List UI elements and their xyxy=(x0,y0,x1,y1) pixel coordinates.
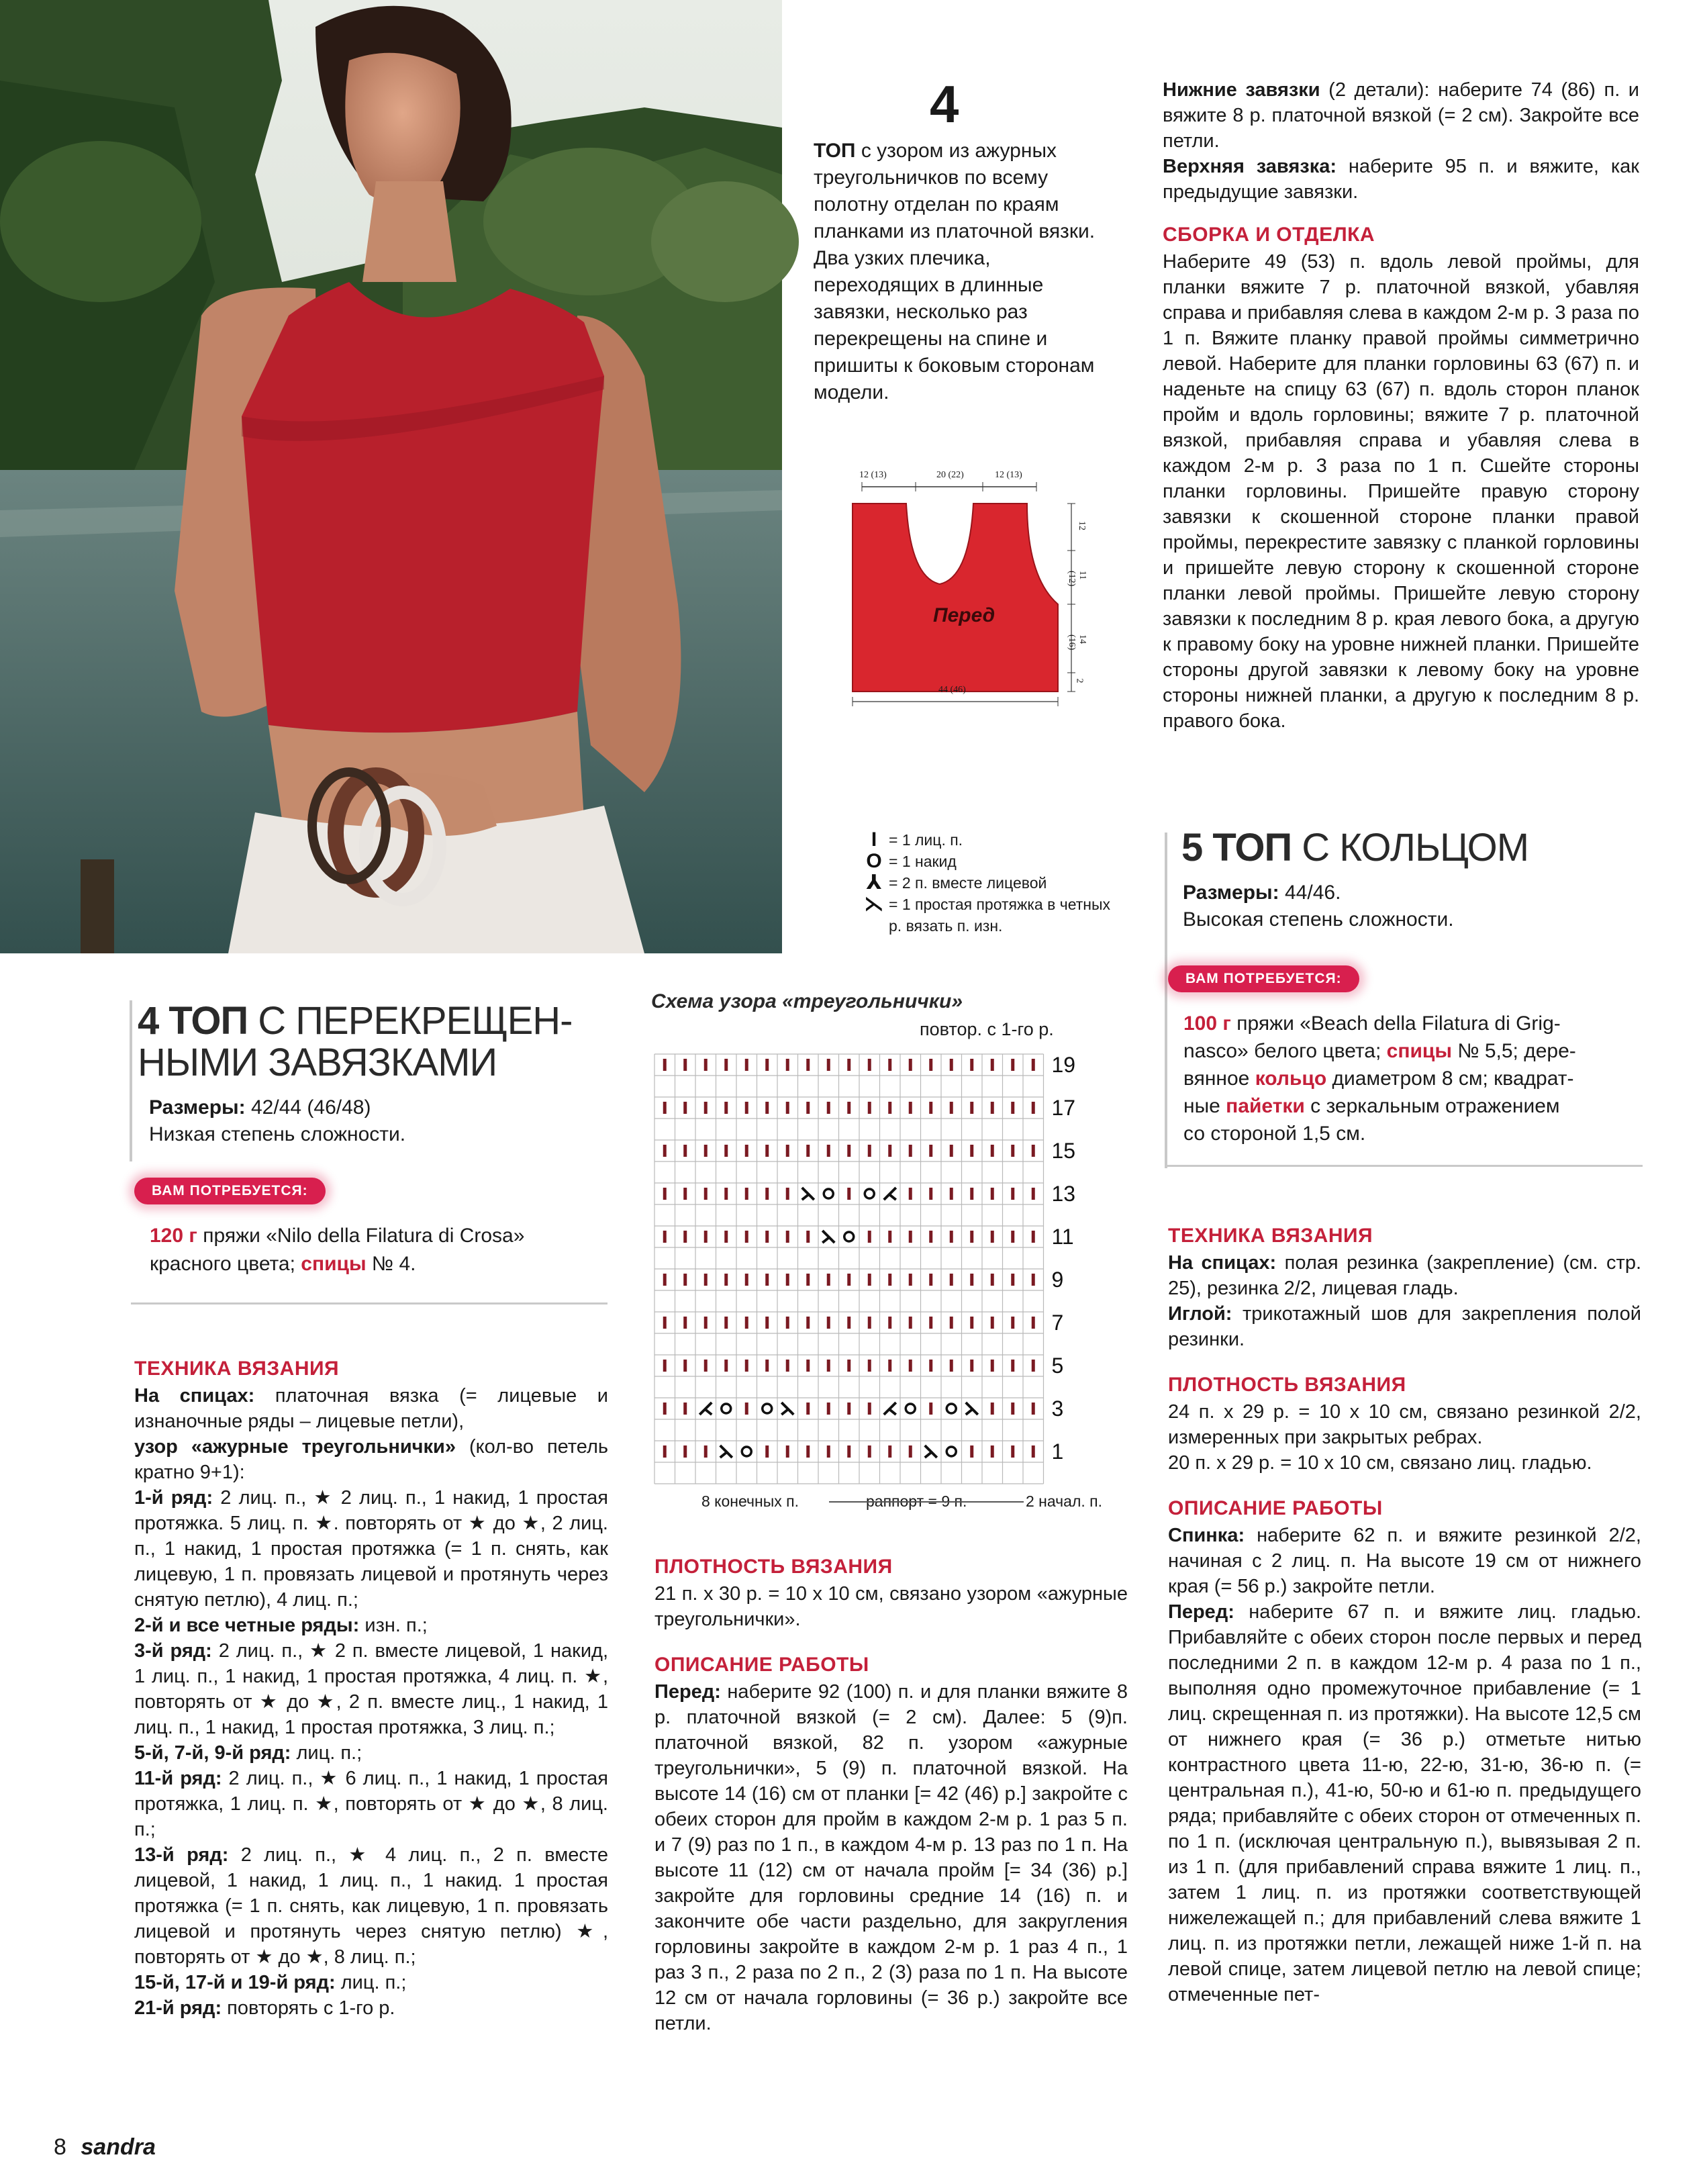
knit-stitch xyxy=(888,1231,891,1243)
knit-stitch xyxy=(950,1059,953,1071)
knit-stitch xyxy=(683,1231,687,1243)
m5-work-heading: ОПИСАНИЕ РАБОТЫ xyxy=(1168,1497,1383,1519)
intro-text: с узором из ажурных треугольничков по всему полотну отделан по краям планками из платочной вязки. Два узких плечика, переходящих в длинные завязки, несколько раз перекрещены на спине и пришиты к боковым сторонам модели. xyxy=(814,140,1096,403)
knit-stitch xyxy=(868,1102,871,1114)
knit-stitch xyxy=(929,1317,932,1329)
knit-stitch xyxy=(970,1145,973,1157)
knit-symbol: I xyxy=(871,828,877,851)
knit-stitch xyxy=(847,1102,850,1114)
knit-stitch xyxy=(704,1059,708,1071)
knit-stitch xyxy=(847,1274,850,1286)
front-schematic xyxy=(853,470,1087,712)
legend-row xyxy=(859,894,1114,937)
knit-stitch xyxy=(827,1145,830,1157)
knit-stitch xyxy=(724,1317,728,1329)
knit-stitch xyxy=(1011,1360,1014,1372)
knit-stitch xyxy=(1011,1145,1014,1157)
knit-stitch xyxy=(847,1145,850,1157)
knit-stitch xyxy=(970,1360,973,1372)
model-4-title xyxy=(138,1000,621,1084)
knit-stitch xyxy=(1011,1403,1014,1415)
chart-row-number: 11 xyxy=(1051,1225,1074,1249)
knit-stitch xyxy=(970,1102,973,1114)
front-schematic-drawing xyxy=(853,470,1087,712)
knit-stitch xyxy=(909,1231,912,1243)
assembly-heading: СБОРКА И ОТДЕЛКА xyxy=(1163,224,1375,246)
knit-stitch xyxy=(950,1145,953,1157)
work-text: Перед: наберите 92 (100) п. и для планки вяжите 8 р. платочной вязкой (= 2 см). Далее: 5 (9)п. платочной вязкой, 82 п. узором «ажурные треугольнички», 5 (9) п. платочной вязкой. На высоте 14 (16) см от планки [= 42 (46) р.] закройте с обеих сторон для пройм в каждом 2-м р. 1 раз 5 п. и 7 (9) раз по 1 п., в каждом 4-м р. 13 раз по 1 п. На высоте 11 (12) см от начала пройм [= 34 (36) р.] закройте для горловины средние 14 (16) п. и закончите обе части раздельно, для закругления горловины закройте в каждом 2-м р. 1 раз 4 п., 1 раз 3 п., 2 раза по 2 п., 2 (3) раза по 1 п. На высоте 12 см от начала горловины (= 36 р.) закройте все петли. xyxy=(654,1681,1128,2034)
model-5-title: 5 ТОП С КОЛЬЦОМ xyxy=(1181,826,1529,869)
knit-stitch xyxy=(1011,1231,1014,1243)
knit-stitch xyxy=(786,1274,789,1286)
knit-stitch xyxy=(765,1317,769,1329)
knit-stitch xyxy=(724,1059,728,1071)
knit-stitch xyxy=(765,1059,769,1071)
knit-stitch xyxy=(663,1445,667,1458)
knit-stitch xyxy=(929,1231,932,1243)
yarn-over-symbol: O xyxy=(866,850,882,872)
k2tog-stitch xyxy=(884,1403,896,1415)
legend-row xyxy=(859,851,1114,872)
knit-stitch xyxy=(1032,1317,1035,1329)
chart-row-number: 19 xyxy=(1051,1053,1076,1077)
knit-stitch xyxy=(1032,1145,1035,1157)
knit-stitch xyxy=(806,1360,810,1372)
knit-stitch xyxy=(847,1059,850,1071)
pattern-chart xyxy=(654,1053,1076,1484)
knit-stitch xyxy=(786,1102,789,1114)
knit-stitch xyxy=(806,1317,810,1329)
dim-side-1: 12 xyxy=(1077,521,1087,530)
knit-stitch xyxy=(704,1317,708,1329)
knit-stitch xyxy=(704,1360,708,1372)
knit-stitch xyxy=(724,1360,728,1372)
legend-row xyxy=(859,872,1114,894)
knit-stitch xyxy=(704,1145,708,1157)
yarn-over-stitch xyxy=(742,1447,751,1456)
sizes-value: 42/44 (46/48) xyxy=(245,1096,371,1119)
knit-stitch xyxy=(868,1403,871,1415)
legend-row xyxy=(859,829,1114,851)
chart-bracket xyxy=(829,1501,1024,1503)
knit-stitch xyxy=(663,1360,667,1372)
knit-stitch xyxy=(1011,1274,1014,1286)
yarn-over-stitch xyxy=(946,1447,956,1456)
knit-stitch xyxy=(1011,1188,1014,1200)
yarn-over-stitch xyxy=(844,1232,854,1241)
knit-stitch xyxy=(868,1145,871,1157)
title-rest: С ПЕРЕКРЕЩЕН- xyxy=(248,999,573,1043)
knit-stitch xyxy=(683,1317,687,1329)
model-5-need-pill: ВАМ ПОТРЕБУЕТСЯ: xyxy=(1168,965,1359,992)
legend-text: = 1 накид xyxy=(889,853,957,870)
knit-stitch xyxy=(765,1274,769,1286)
chart-bottom-right: 2 начал. п. xyxy=(1026,1492,1102,1510)
knit-stitch xyxy=(745,1317,748,1329)
symbol-legend xyxy=(859,829,1114,937)
knit-stitch xyxy=(806,1403,810,1415)
knit-stitch xyxy=(847,1188,850,1200)
knit-stitch xyxy=(806,1102,810,1114)
knit-stitch xyxy=(683,1188,687,1200)
knit-stitch xyxy=(745,1102,748,1114)
needles: спицы xyxy=(301,1253,367,1275)
knit-stitch xyxy=(1032,1188,1035,1200)
knit-stitch xyxy=(704,1445,708,1458)
knit-stitch xyxy=(806,1145,810,1157)
knit-stitch xyxy=(683,1360,687,1372)
knit-stitch xyxy=(827,1360,830,1372)
chart-bottom-mid: раппорт = 9 п. xyxy=(866,1492,967,1510)
chart-row-number: 3 xyxy=(1051,1396,1064,1421)
knit-stitch xyxy=(888,1145,891,1157)
technique-para: 5-й, 7-й, 9-й ряд: лиц. п.; xyxy=(134,1742,362,1764)
skp-stitch xyxy=(802,1188,814,1200)
technique-heading: ТЕХНИКА ВЯЗАНИЯ xyxy=(134,1358,340,1380)
knit-stitch xyxy=(950,1360,953,1372)
knit-stitch xyxy=(683,1403,687,1415)
knit-stitch xyxy=(786,1360,789,1372)
knit-stitch xyxy=(991,1145,994,1157)
knit-stitch xyxy=(950,1231,953,1243)
technique-para: 2-й и все четные ряды: изн. п.; xyxy=(134,1615,428,1636)
knit-stitch xyxy=(929,1403,932,1415)
yarn-over-stitch xyxy=(722,1404,731,1413)
technique-para: узор «ажурные треугольнички» (кол-во петель кратно 9+1): xyxy=(134,1436,608,1483)
knit-stitch xyxy=(745,1360,748,1372)
knit-stitch xyxy=(1032,1059,1035,1071)
model-4-title-bar xyxy=(130,1000,132,1161)
knit-stitch xyxy=(991,1188,994,1200)
knit-stitch xyxy=(745,1403,748,1415)
knit-stitch xyxy=(827,1059,830,1071)
knit-stitch xyxy=(724,1145,728,1157)
dim-bottom: 44 (46) xyxy=(938,685,966,695)
knit-stitch xyxy=(827,1102,830,1114)
knit-stitch xyxy=(806,1231,810,1243)
knit-stitch xyxy=(683,1102,687,1114)
legend-text: = 1 лиц. п. xyxy=(889,831,963,849)
model-4-need-pill: ВАМ ПОТРЕБУЕТСЯ: xyxy=(134,1178,326,1204)
knit-stitch xyxy=(765,1445,769,1458)
knit-stitch xyxy=(970,1274,973,1286)
knit-stitch xyxy=(847,1360,850,1372)
knit-stitch xyxy=(1011,1317,1014,1329)
knit-stitch xyxy=(745,1274,748,1286)
m5-density-heading: ПЛОТНОСТЬ ВЯЗАНИЯ xyxy=(1168,1374,1406,1396)
knit-stitch xyxy=(991,1059,994,1071)
knit-stitch xyxy=(683,1145,687,1157)
knit-stitch xyxy=(663,1145,667,1157)
knit-stitch xyxy=(991,1445,994,1458)
model-4-intro-number: 4 xyxy=(930,75,959,134)
dim-top-mid: 20 (22) xyxy=(936,470,964,480)
knit-stitch xyxy=(663,1274,667,1286)
yarn-over-stitch xyxy=(865,1189,874,1198)
chart-row-number: 9 xyxy=(1051,1268,1064,1292)
knit-stitch xyxy=(745,1188,748,1200)
knit-stitch xyxy=(868,1317,871,1329)
knit-stitch xyxy=(991,1317,994,1329)
title-line-2: НЫМИ ЗАВЯЗКАМИ xyxy=(138,1041,497,1084)
knit-stitch xyxy=(991,1403,994,1415)
technique-para: 21-й ряд: повторять с 1-го р. xyxy=(134,1997,395,2019)
knit-stitch xyxy=(929,1059,932,1071)
knit-stitch xyxy=(683,1059,687,1071)
knit-stitch xyxy=(806,1274,810,1286)
knit-stitch xyxy=(888,1317,891,1329)
schematic-label: Перед xyxy=(933,604,995,626)
knit-stitch xyxy=(745,1231,748,1243)
knit-stitch xyxy=(909,1360,912,1372)
knit-stitch xyxy=(847,1445,850,1458)
knit-stitch xyxy=(1032,1403,1035,1415)
m5-technique-heading: ТЕХНИКА ВЯЗАНИЯ xyxy=(1168,1225,1373,1247)
pattern-chart-title: Схема узора «треугольнички» xyxy=(651,990,963,1012)
knit-stitch xyxy=(970,1445,973,1458)
footer xyxy=(54,2134,156,2161)
model-4-sizes xyxy=(149,1094,405,1148)
knit-stitch xyxy=(868,1445,871,1458)
knit-stitch xyxy=(950,1274,953,1286)
technique-para: На спицах: платочная вязка (= лицевые и изнаночные ряды – лицевые петли), xyxy=(134,1385,609,1432)
knit-stitch xyxy=(724,1102,728,1114)
knit-stitch xyxy=(724,1274,728,1286)
ties-text: Нижние завязки (2 детали): наберите 74 (86) п. и вяжите 8 р. платочной вязкой (= 2 см). Закройте все петли. xyxy=(1163,79,1639,152)
knit-stitch xyxy=(765,1145,769,1157)
knit-stitch xyxy=(663,1317,667,1329)
model-4-density-work xyxy=(654,1554,1128,2036)
model-4-technique xyxy=(134,1356,608,2021)
knit-stitch xyxy=(970,1188,973,1200)
knit-stitch xyxy=(786,1317,789,1329)
knit-stitch xyxy=(970,1317,973,1329)
knit-stitch xyxy=(724,1188,728,1200)
pattern-chart-repeat: повтор. с 1-го р. xyxy=(920,1019,1054,1039)
knit-stitch xyxy=(868,1059,871,1071)
knit-stitch xyxy=(1032,1231,1035,1243)
magazine-brand: sandra xyxy=(81,2134,156,2160)
knit-stitch xyxy=(909,1274,912,1286)
difficulty: Низкая степень сложности. xyxy=(149,1123,406,1145)
knit-stitch xyxy=(929,1102,932,1114)
knit-stitch xyxy=(991,1360,994,1372)
knit-stitch xyxy=(663,1059,667,1071)
chart-row-number: 17 xyxy=(1051,1096,1076,1120)
model-photo xyxy=(0,0,782,953)
knit-stitch xyxy=(704,1188,708,1200)
technique-para: 13-й ряд: 2 лиц. п., ★ 4 лиц. п., 2 п. вместе лицевой, 1 накид, 1 лиц. п., 1 накид. 1 простая протяжка (= 1 п. снять, как лицевую, 1 п. провязать лицевой и протянуть через снятую петлю) ★, повторять от ★ до ★, 8 лиц. п.; xyxy=(134,1844,608,1968)
work-heading: ОПИСАНИЕ РАБОТЫ xyxy=(654,1654,869,1676)
knit-stitch xyxy=(765,1231,769,1243)
chart-row-number: 1 xyxy=(1051,1439,1064,1464)
knit-stitch xyxy=(929,1274,932,1286)
knit-stitch xyxy=(929,1145,932,1157)
knit-stitch xyxy=(950,1317,953,1329)
yarn-name: пряжи «Nilo della Filatura di Crosa» xyxy=(197,1225,525,1247)
title-number: 4 xyxy=(138,999,159,1043)
knit-stitch xyxy=(868,1231,871,1243)
skp-stitch xyxy=(925,1445,937,1458)
knit-stitch xyxy=(663,1403,667,1415)
knit-stitch xyxy=(888,1274,891,1286)
knit-stitch xyxy=(683,1274,687,1286)
knit-stitch xyxy=(929,1360,932,1372)
knit-stitch xyxy=(1032,1102,1035,1114)
page-number: 8 xyxy=(54,2134,66,2160)
k2tog-stitch xyxy=(699,1403,712,1415)
chart-row-number: 7 xyxy=(1051,1311,1064,1335)
knit-stitch xyxy=(929,1188,932,1200)
dim-top-right: 12 (13) xyxy=(995,470,1022,480)
knit-stitch xyxy=(909,1188,912,1200)
knit-stitch xyxy=(724,1231,728,1243)
knit-stitch xyxy=(888,1102,891,1114)
technique-para: 11-й ряд: 2 лиц. п., ★ 6 лиц. п., 1 накид, 1 простая протяжка, 1 лиц. п. ★, повторять от ★ до ★, 8 лиц. п.; xyxy=(134,1768,608,1840)
knit-stitch xyxy=(970,1059,973,1071)
knit-stitch xyxy=(786,1445,789,1458)
skp-stitch xyxy=(781,1403,793,1415)
knit-stitch xyxy=(745,1145,748,1157)
technique-para: 1-й ряд: 2 лиц. п., ★ 2 лиц. п., 1 накид, 1 простая протяжка. 5 лиц. п. ★. повторять от ★ до ★, 2 лиц. п., 1 накид, 1 простая протяжка (= 1 п. снять, как лицевую, 1 п. провязать лицевой и протянуть через снятую петлю), 4 лиц. п.; xyxy=(134,1487,609,1611)
assembly-text: Наберите 49 (53) п. вдоль левой проймы, для планки вяжите 7 р. платочной вязкой, убавляя справа и прибавляя слева в каждом 2-м р. 3 раза по 1 п. Вяжите планку правой проймы симметрично левой. Наберите для планки горловины 63 (67) п. и наденьте на спицу 63 (67) п. вдоль сторон планок пройм и вдоль горловины; вяжите 7 р. платочной вязкой, прибавляя справа и убавляя слева в каждом 2-м р. 3 раза по 1 п. Сшейте стороны планки горловины. Пришейте правую сторону завязки к скошенной стороне планки правой проймы, перекрестите завязку с планкой горловины и пришейте левую сторону к скошенной стороне планки левой проймы. Пришейте левую сторону завязки к последним 8 р. края левого бока, а другую к правому боку на уровне нижней планки. Пришейте стороны другой завязки к левому боку на уровне стороны нижней планки, а другую к последним 8 р. правого бока. xyxy=(1163,251,1639,732)
knit-stitch xyxy=(970,1231,973,1243)
skp-symbol: ⋋ xyxy=(864,893,884,915)
knit-stitch xyxy=(1032,1445,1035,1458)
knit-stitch xyxy=(888,1360,891,1372)
knit-stitch xyxy=(888,1445,891,1458)
knit-stitch xyxy=(1011,1445,1014,1458)
knit-stitch xyxy=(909,1445,912,1458)
model-4-intro xyxy=(814,138,1096,406)
knit-stitch xyxy=(909,1145,912,1157)
knit-stitch xyxy=(1032,1360,1035,1372)
technique-para: 15-й, 17-й и 19-й ряд: лиц. п.; xyxy=(134,1972,407,1993)
knit-stitch xyxy=(868,1360,871,1372)
dim-side-3: 14 (16) xyxy=(1067,634,1087,651)
dim-side-2: 11 (12) xyxy=(1067,571,1087,587)
knit-stitch xyxy=(663,1188,667,1200)
knit-stitch xyxy=(847,1317,850,1329)
chart-row-number: 15 xyxy=(1051,1139,1076,1163)
knit-stitch xyxy=(806,1445,810,1458)
knit-stitch xyxy=(909,1059,912,1071)
knit-stitch xyxy=(704,1274,708,1286)
yarn-over-stitch xyxy=(763,1404,772,1413)
pattern-chart-grid xyxy=(654,1053,1076,1484)
knit-stitch xyxy=(827,1403,830,1415)
k2tog-symbol: ⅄ xyxy=(866,871,882,894)
knit-stitch xyxy=(765,1360,769,1372)
knit-stitch xyxy=(745,1059,748,1071)
knit-stitch xyxy=(765,1102,769,1114)
yarn-amount: 120 г xyxy=(150,1225,197,1247)
knit-stitch xyxy=(991,1102,994,1114)
knit-stitch xyxy=(663,1102,667,1114)
dim-side-4: 2 xyxy=(1074,678,1085,683)
density-heading: ПЛОТНОСТЬ ВЯЗАНИЯ xyxy=(654,1556,893,1578)
skp-stitch xyxy=(966,1403,978,1415)
knit-stitch xyxy=(765,1188,769,1200)
skp-stitch xyxy=(720,1445,732,1458)
technique-para: 3-й ряд: 2 лиц. п., ★ 2 п. вместе лицевой, 1 накид, 1 лиц. п., 1 накид, 1 простая протяжка, 4 лиц. п. ★, повторять от ★ до ★, 2 п. вместе лиц., 1 накид, 1 лиц. п., 1 накид, 1 простая протяжка, 3 лиц. п.; xyxy=(134,1640,608,1738)
knit-stitch xyxy=(950,1102,953,1114)
knit-stitch xyxy=(1011,1102,1014,1114)
knit-stitch xyxy=(786,1059,789,1071)
yarn-over-stitch xyxy=(946,1404,956,1413)
chart-bottom-left: 8 конечных п. xyxy=(701,1492,799,1510)
model-4-materials: 120 г пряжи «Nilo della Filatura di Crosa» красного цвета; спицы № 4. xyxy=(131,1215,608,1304)
knit-stitch xyxy=(847,1403,850,1415)
knit-stitch xyxy=(950,1188,953,1200)
chart-row-number: 13 xyxy=(1051,1182,1076,1206)
knit-stitch xyxy=(991,1274,994,1286)
model-5-sizes: Размеры: 44/46. Высокая степень сложности. xyxy=(1183,882,1454,931)
skp-stitch xyxy=(822,1231,834,1243)
k2tog-stitch xyxy=(884,1188,896,1200)
knit-stitch xyxy=(827,1274,830,1286)
knit-stitch xyxy=(806,1059,810,1071)
intro-lead: ТОП xyxy=(814,140,856,162)
yarn-over-stitch xyxy=(906,1404,915,1413)
title-word: ТОП xyxy=(168,999,248,1043)
knit-stitch xyxy=(786,1145,789,1157)
knit-stitch xyxy=(827,1317,830,1329)
knit-stitch xyxy=(683,1445,687,1458)
model-5-materials: 100 г пряжи «Beach della Filatura di Grig- nasco» белого цвета; спицы № 5,5; дере- вянное кольцо диаметром 8 см; квадрат- ные пайетки с зеркальным отражением со стороной 1,5 см. xyxy=(1166,1000,1643,1167)
knit-stitch xyxy=(704,1231,708,1243)
chart-row-number: 5 xyxy=(1051,1354,1064,1378)
knit-stitch xyxy=(991,1231,994,1243)
knit-stitch xyxy=(868,1274,871,1286)
knit-stitch xyxy=(663,1231,667,1243)
legend-text: = 1 простая протяжка в четных р. вязать п. изн. xyxy=(889,896,1110,935)
knit-stitch xyxy=(704,1102,708,1114)
knit-stitch xyxy=(786,1188,789,1200)
knit-stitch xyxy=(827,1445,830,1458)
knit-stitch xyxy=(909,1317,912,1329)
density-text: 21 п. х 30 р. = 10 х 10 см, связано узором «ажурные треугольнички». xyxy=(654,1583,1128,1630)
knit-stitch xyxy=(888,1059,891,1071)
knit-stitch xyxy=(786,1231,789,1243)
sizes-label: Размеры: xyxy=(149,1096,246,1119)
photo-illustration xyxy=(0,0,782,953)
knit-stitch xyxy=(1011,1059,1014,1071)
dim-top-left: 12 (13) xyxy=(859,470,887,480)
ties-assembly xyxy=(1163,77,1639,734)
model-5-body: ТЕХНИКА ВЯЗАНИЯ На спицах: полая резинка (закрепление) (см. стр. 25), резинка 2/2, лицевая гладь. Иглой: трикотажный шов для закрепления полой резинки. ПЛОТНОСТЬ ВЯЗАНИЯ 24 п. х 29 р. = 10 х 10 см, связано резинкой 2/2, измеренных при закрытых ребрах. 20 п. х 29 р. = 10 х 10 см, связано лиц. гладью. ОПИСАНИЕ РАБОТЫ Спинка: наберите 62 п. и вяжите резинкой 2/2, начиная с 2 лиц. п. На высоте 19 см от нижнего края (= 56 р.) закройте петли. Перед: наберите 67 п. и вяжите лиц. гладью. Прибавляйте с обеих сторон после первых и перед последними 2 п. в каждом 12-м р. 4 раза по 1 п., выполняя одно промежуточное прибавление (= 1 лиц. скрещенная п. из протяжки). На высоте 12,5 см от нижнего края (= 36 р.) отметьте нитью контрастного цвета 11-ю, 22-ю, 31-ю, 36-ю п. (= центральная п.), 41-ю, 50-ю и 61-ю п. предыдущего ряда; прибавляйте с обеих сторон от отмеченных п. по 1 п. (исключая центральную п.), вывязывая 2 п. из 1 п. (для прибавлений справа вяжите 1 лиц. п., затем 1 лиц. п. из протяжки соответствующей нижележащей п.; для прибавлений слева вяжите 1 лиц. п. из протяжки петли, лежащей ниже 1-й п. на левой спице, затем лицевой петлю на левой спице; отмеченные пет- xyxy=(1168,1225,1642,2005)
knit-stitch xyxy=(909,1102,912,1114)
knit-stitch xyxy=(1032,1274,1035,1286)
top-tie-text: Верхняя завязка: наберите 95 п. и вяжите, как предыдущие завязки. xyxy=(1163,156,1639,203)
legend-text: = 2 п. вместе лицевой xyxy=(889,874,1047,892)
yarn-over-stitch xyxy=(824,1189,833,1198)
